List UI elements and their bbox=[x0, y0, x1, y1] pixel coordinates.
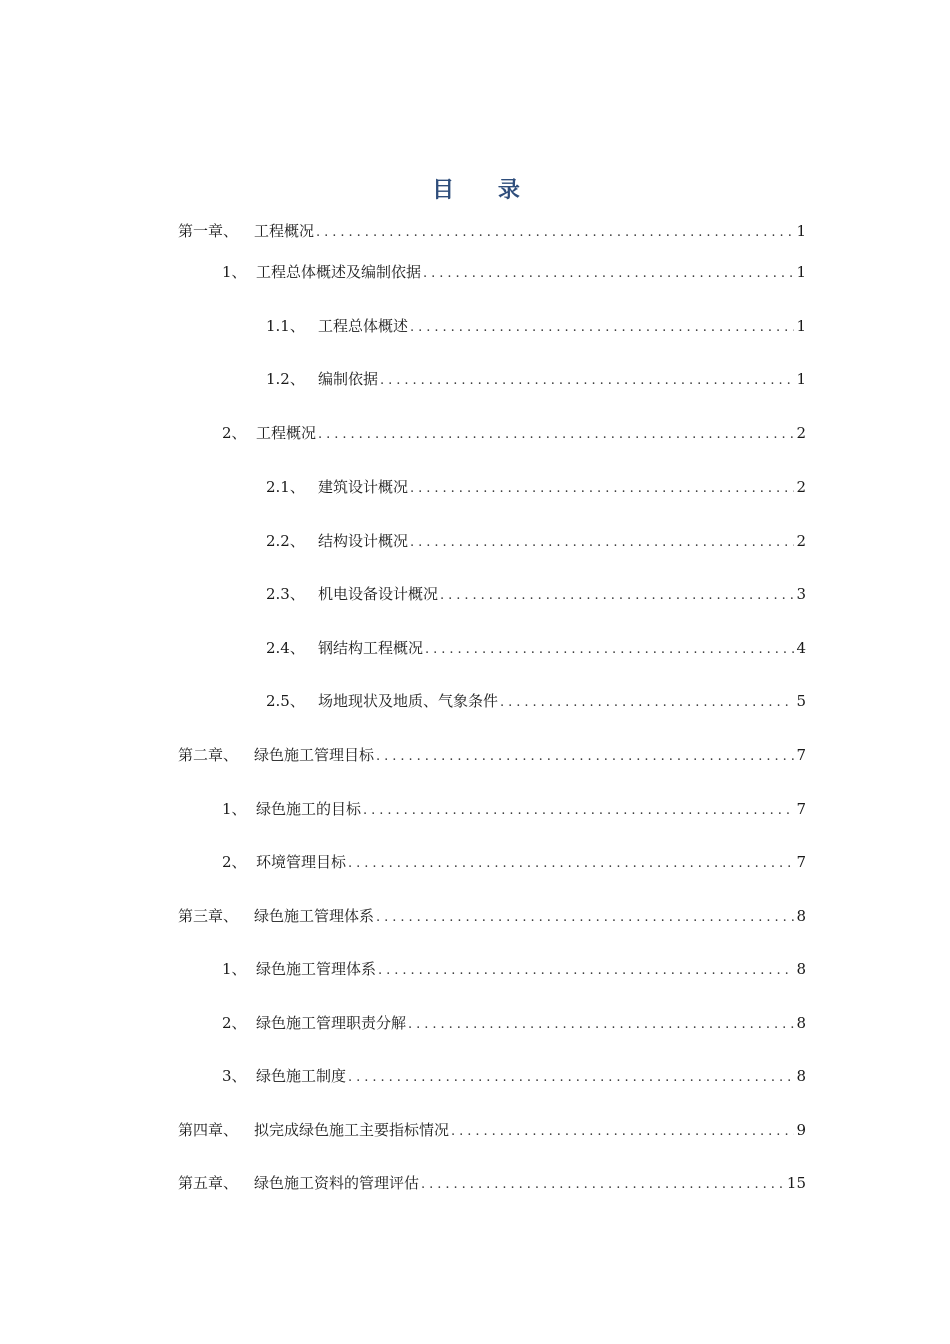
toc-entry-number: 2、 bbox=[222, 853, 247, 871]
toc-entry-subsection-2-2[interactable] bbox=[266, 529, 806, 553]
toc-entry-number: 2.5、 bbox=[266, 692, 305, 710]
toc-page-number: 8 bbox=[796, 1067, 806, 1085]
toc-entry-title: 绿色施工管理体系 bbox=[254, 907, 375, 925]
toc-entry-number: 1、 bbox=[222, 960, 247, 978]
toc-dot-leader bbox=[348, 1066, 794, 1090]
toc-entry-number: 3、 bbox=[222, 1067, 247, 1085]
toc-dot-leader bbox=[380, 369, 794, 393]
toc-dot-leader bbox=[348, 852, 794, 876]
toc-entry-chapter-2-section-1[interactable] bbox=[222, 797, 806, 821]
toc-dot-leader bbox=[363, 799, 794, 823]
toc-page-number: 7 bbox=[796, 853, 806, 871]
toc-dot-leader bbox=[410, 531, 794, 555]
toc-entry-title: 拟完成绿色施工主要指标情况 bbox=[254, 1121, 450, 1139]
toc-entry-number: 1.2、 bbox=[266, 370, 305, 388]
toc-entry-title: 机电设备设计概况 bbox=[318, 585, 439, 603]
toc-entry-title: 绿色施工的目标 bbox=[256, 800, 362, 818]
toc-entry-number: 第四章、 bbox=[178, 1121, 239, 1139]
toc-entry-chapter-4[interactable] bbox=[178, 1118, 806, 1142]
toc-dot-leader bbox=[410, 477, 794, 501]
toc-page-number: 8 bbox=[796, 960, 806, 978]
toc-entry-chapter-2-section-2[interactable] bbox=[222, 850, 806, 874]
toc-entry-number: 1.1、 bbox=[266, 317, 305, 335]
toc-dot-leader bbox=[410, 316, 794, 340]
toc-page-number: 1 bbox=[796, 263, 806, 281]
toc-entry-subsection-2-4[interactable] bbox=[266, 636, 806, 660]
toc-entry-title: 钢结构工程概况 bbox=[318, 639, 424, 657]
toc-entry-subsection-2-3[interactable] bbox=[266, 582, 806, 606]
toc-entry-number: 1、 bbox=[222, 800, 247, 818]
toc-entry-number: 第二章、 bbox=[178, 746, 239, 764]
toc-page-number: 8 bbox=[796, 907, 806, 925]
toc-entry-title: 绿色施工管理职责分解 bbox=[256, 1014, 407, 1032]
toc-entry-chapter-2[interactable] bbox=[178, 743, 806, 767]
toc-dot-leader bbox=[376, 745, 794, 769]
toc-page-number: 9 bbox=[796, 1121, 806, 1139]
toc-page-number: 2 bbox=[796, 532, 806, 550]
toc-entry-number: 2.1、 bbox=[266, 478, 305, 496]
toc-entry-number: 2.3、 bbox=[266, 585, 305, 603]
toc-entry-chapter-1[interactable] bbox=[178, 219, 806, 243]
toc-entry-title: 工程总体概述及编制依据 bbox=[256, 263, 422, 281]
toc-page-number: 4 bbox=[796, 639, 806, 657]
toc-entry-subsection-2-1[interactable] bbox=[266, 475, 806, 499]
toc-dot-leader bbox=[440, 584, 794, 608]
toc-dot-leader bbox=[376, 906, 794, 930]
toc-entry-title: 绿色施工管理目标 bbox=[254, 746, 375, 764]
toc-entry-title: 编制依据 bbox=[318, 370, 379, 388]
toc-entry-section-1[interactable] bbox=[222, 260, 806, 284]
toc-entry-title: 绿色施工制度 bbox=[256, 1067, 347, 1085]
toc-entry-title: 绿色施工资料的管理评估 bbox=[254, 1174, 420, 1192]
toc-entry-number: 2、 bbox=[222, 1014, 247, 1032]
toc-page-number: 1 bbox=[796, 222, 806, 240]
toc-page-number: 5 bbox=[796, 692, 806, 710]
toc-dot-leader bbox=[378, 959, 794, 983]
toc-entry-subsection-2-5[interactable] bbox=[266, 689, 806, 713]
toc-entry-number: 1、 bbox=[222, 263, 247, 281]
toc-page-number: 2 bbox=[796, 478, 806, 496]
toc-entry-title: 场地现状及地质、气象条件 bbox=[318, 692, 499, 710]
toc-entry-title: 工程概况 bbox=[256, 424, 317, 442]
toc-entry-number: 2.2、 bbox=[266, 532, 305, 550]
toc-entry-title: 结构设计概况 bbox=[318, 532, 409, 550]
toc-page-number: 8 bbox=[796, 1014, 806, 1032]
toc-page-number: 1 bbox=[796, 317, 806, 335]
toc-entry-chapter-5[interactable] bbox=[178, 1171, 806, 1195]
toc-title: 目 录 bbox=[432, 177, 538, 203]
toc-entry-title: 建筑设计概况 bbox=[318, 478, 409, 496]
toc-dot-leader bbox=[421, 1173, 785, 1197]
toc-entry-chapter-3-section-3[interactable] bbox=[222, 1064, 806, 1088]
toc-entry-title: 工程概况 bbox=[254, 222, 315, 240]
toc-entry-title: 环境管理目标 bbox=[256, 853, 347, 871]
toc-entry-number: 2.4、 bbox=[266, 639, 305, 657]
toc-entry-number: 2、 bbox=[222, 424, 247, 442]
toc-entry-chapter-3-section-2[interactable] bbox=[222, 1011, 806, 1035]
toc-entry-title: 绿色施工管理体系 bbox=[256, 960, 377, 978]
toc-dot-leader bbox=[316, 221, 794, 245]
toc-entry-subsection-1-2[interactable] bbox=[266, 367, 806, 391]
toc-entry-section-2[interactable] bbox=[222, 421, 806, 445]
toc-entry-title: 工程总体概述 bbox=[318, 317, 409, 335]
toc-page-number: 7 bbox=[796, 746, 806, 764]
toc-page-number: 15 bbox=[786, 1174, 806, 1192]
toc-entry-number: 第三章、 bbox=[178, 907, 239, 925]
toc-dot-leader bbox=[451, 1120, 794, 1144]
toc-page-number: 2 bbox=[796, 424, 806, 442]
toc-page-number: 1 bbox=[796, 370, 806, 388]
toc-dot-leader bbox=[425, 638, 794, 662]
toc-entry-subsection-1-1[interactable] bbox=[266, 314, 806, 338]
toc-page-number: 3 bbox=[796, 585, 806, 603]
toc-entry-chapter-3-section-1[interactable] bbox=[222, 957, 806, 981]
toc-entry-chapter-3[interactable] bbox=[178, 904, 806, 928]
toc-entry-number: 第一章、 bbox=[178, 222, 239, 240]
toc-dot-leader bbox=[318, 423, 794, 447]
toc-dot-leader bbox=[408, 1013, 794, 1037]
toc-entry-number: 第五章、 bbox=[178, 1174, 239, 1192]
toc-dot-leader bbox=[423, 262, 794, 286]
toc-dot-leader bbox=[500, 691, 794, 715]
toc-page-number: 7 bbox=[796, 800, 806, 818]
